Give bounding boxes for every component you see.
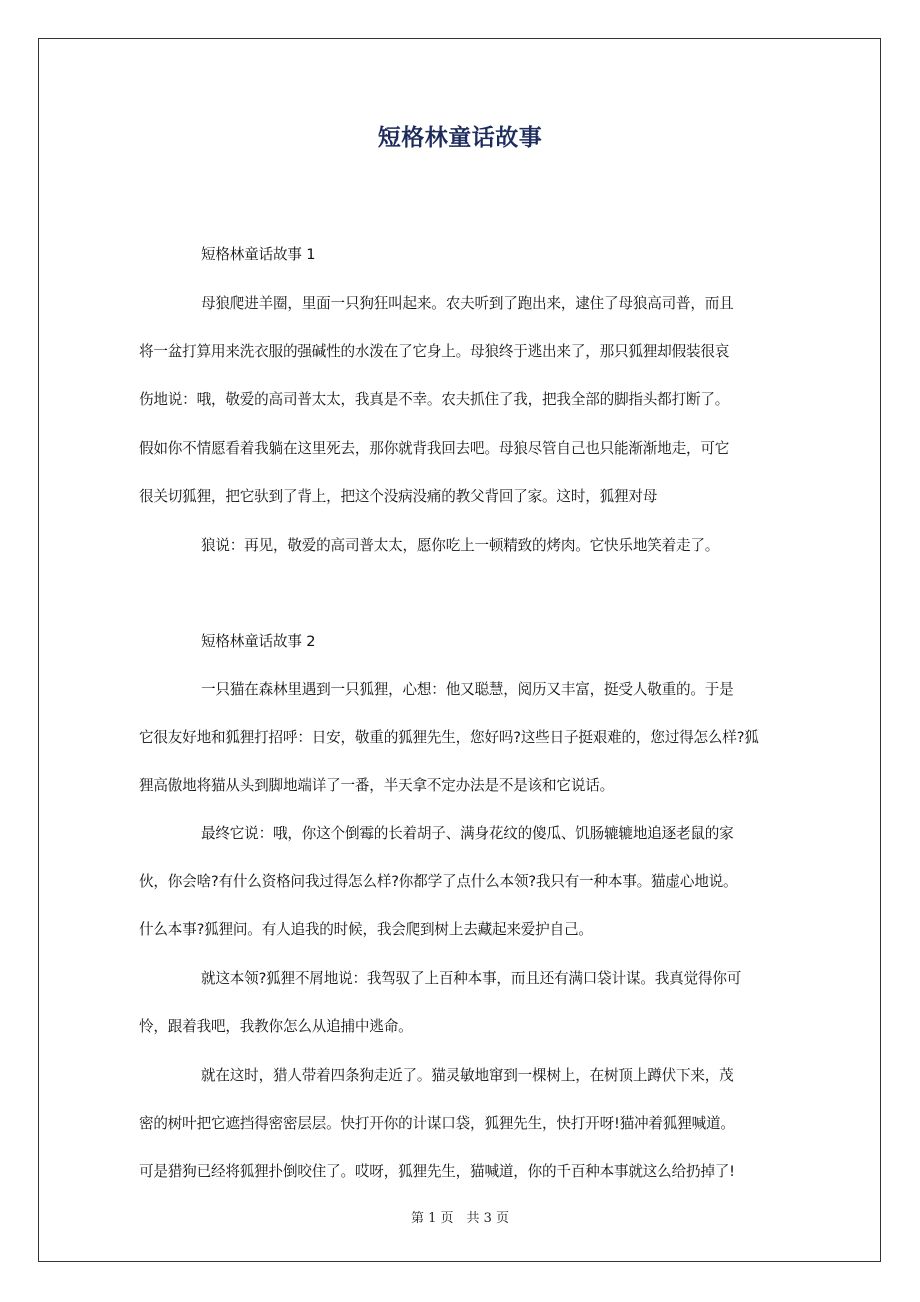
text-line: 什么本事?狐狸问。有人追我的时候，我会爬到树上去藏起来爱护自己。 [139,921,593,938]
page-number-footer: 第 1 页 共 3 页 [410,1211,510,1226]
section-heading: 短格林童话故事 1 [201,246,316,263]
text-line: 很关切狐狸，把它驮到了背上，把这个没病没痛的教父背回了家。这时，狐狸对母 [139,488,658,505]
text-line: 最终它说：哦，你这个倒霉的长着胡子、满身花纹的傻瓜、饥肠辘辘地追逐老鼠的家 [201,825,734,842]
text-line: 可是猎狗已经将狐狸扑倒咬住了。哎呀，狐狸先生，猫喊道，你的千百种本事就这么给扔掉了! [139,1163,735,1180]
document-title: 短格林童话故事 [377,125,543,151]
text-line: 假如你不情愿看着我躺在这里死去，那你就背我回去吧。母狼尽管自己也只能渐渐地走，可它 [139,440,730,457]
text-line: 怜，跟着我吧，我教你怎么从追捕中逃命。 [139,1018,413,1035]
section-heading: 短格林童话故事 2 [201,633,316,650]
text-line: 就这本领?狐狸不屑地说：我驾驭了上百种本事，而且还有满口袋计谋。我真觉得你可 [201,970,742,987]
text-line: 母狼爬进羊圈，里面一只狗狂叫起来。农夫听到了跑出来，逮住了母狼高司普，而且 [201,295,734,312]
text-line: 将一盆打算用来洗衣服的强碱性的水泼在了它身上。母狼终于逃出来了，那只狐狸却假装很哀 [139,343,730,360]
text-line: 它很友好地和狐狸打招呼：日安，敬重的狐狸先生，您好吗?这些日子挺艰难的，您过得怎么样?狐 [139,729,759,746]
text-line: 伤地说：哦，敬爱的高司普太太，我真是不幸。农夫抓住了我，把我全部的脚指头都打断了。 [139,391,730,408]
text-line: 就在这时，猎人带着四条狗走近了。猫灵敏地窜到一棵树上，在树顶上蹲伏下来，茂 [201,1067,734,1084]
text-line: 狸高傲地将猫从头到脚地端详了一番，半天拿不定办法是不是该和它说话。 [139,777,614,794]
text-line: 狼说：再见，敬爱的高司普太太，愿你吃上一顿精致的烤肉。它快乐地笑着走了。 [201,537,720,554]
text-line: 密的树叶把它遮挡得密密层层。快打开你的计谋口袋，狐狸先生，快打开呀!猫冲着狐狸喊道。 [139,1115,735,1132]
text-line: 伙，你会啥?有什么资格问我过得怎么样?你都学了点什么本领?我只有一种本事。猫虚心地说。 [139,873,738,890]
text-line: 一只猫在森林里遇到一只狐狸，心想：他又聪慧，阅历又丰富，挺受人敬重的。于是 [201,681,734,698]
